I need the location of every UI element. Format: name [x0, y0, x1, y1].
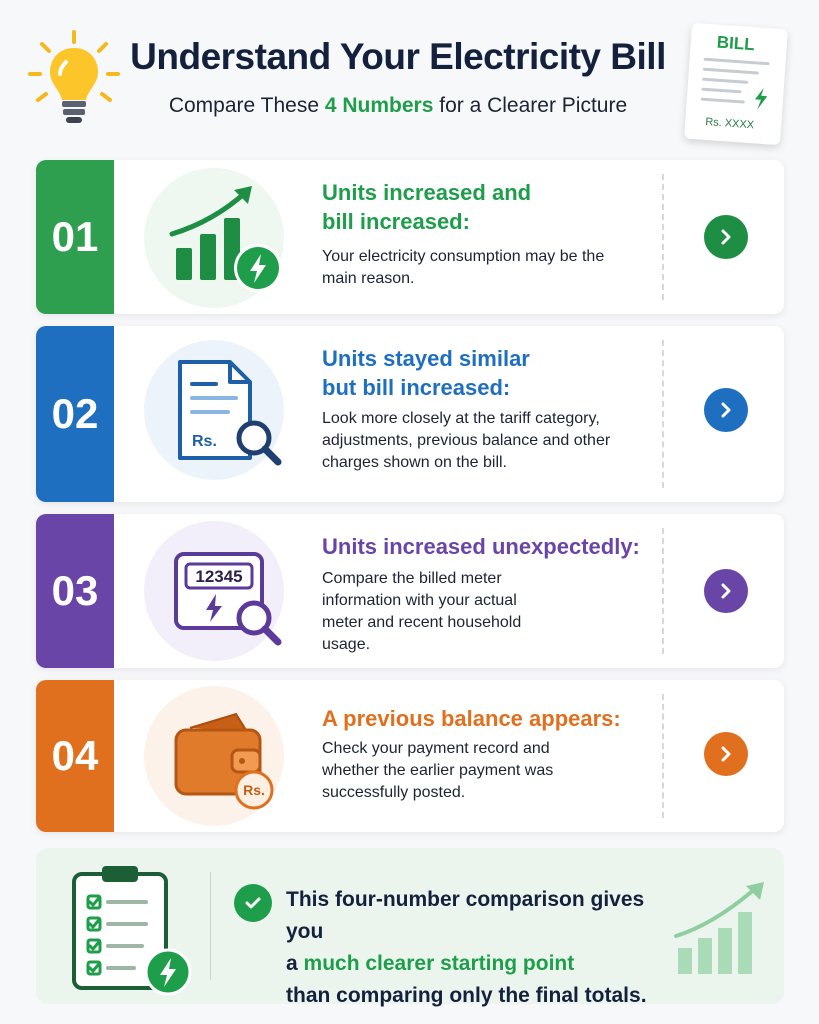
summary-text	[286, 884, 686, 1012]
card-heading	[322, 344, 530, 402]
summary-line	[286, 948, 686, 980]
bill-line	[701, 88, 741, 94]
divider	[662, 528, 664, 654]
meter-reading: 12345	[195, 567, 243, 586]
clipboard-checklist-icon	[66, 860, 196, 998]
card-number: 01	[36, 160, 114, 314]
chevron-right-icon	[717, 228, 735, 246]
rs-coin-label: Rs.	[243, 782, 265, 798]
card-number: 04	[36, 680, 114, 832]
bill-line	[703, 68, 759, 75]
bill-amount: Rs. XXXX	[704, 115, 755, 132]
divider	[662, 340, 664, 488]
card-heading-line: Units stayed similar	[322, 346, 530, 371]
subtitle-text-start: Compare These	[168, 94, 325, 117]
card-body: Look more closely at the tariff category, adjustments, previous balance and other charges shown on the bill.	[322, 410, 611, 471]
summary-text-start: a	[286, 952, 304, 975]
card-heading	[322, 178, 531, 236]
check-circle-icon	[234, 884, 272, 922]
card-body: Compare the billed meter information with your actual meter and recent household usage.	[322, 570, 522, 653]
next-button[interactable]	[704, 569, 748, 613]
card-number: 03	[36, 514, 114, 668]
card-heading	[322, 704, 621, 733]
card-heading-line: bill increased:	[322, 209, 470, 234]
summary-line: This four-number comparison gives you	[286, 888, 645, 943]
page-title: Understand Your Electricity Bill	[130, 36, 666, 77]
chevron-right-icon	[717, 582, 735, 600]
comparison-card-4	[36, 680, 784, 832]
summary-line: than comparing only the final totals.	[286, 984, 647, 1007]
card-body: Check your payment record and whether the earlier payment was successfully posted.	[322, 740, 554, 801]
comparison-card-3	[36, 514, 784, 668]
card-number: 02	[36, 326, 114, 502]
subtitle-text-end: for a Clearer Picture	[433, 94, 628, 117]
divider	[662, 694, 664, 818]
next-button[interactable]	[704, 388, 748, 432]
summary-highlight: much clearer starting point	[303, 952, 575, 975]
bar-chart-icon	[154, 178, 284, 298]
lightning-icon	[752, 87, 769, 110]
card-heading-line: but bill increased:	[322, 375, 511, 400]
lightbulb-icon	[28, 28, 120, 128]
bill-line	[704, 58, 770, 66]
card-body: Your electricity consumption may be the main reason.	[322, 248, 605, 287]
bill-document-icon	[684, 23, 788, 145]
card-heading	[322, 532, 640, 561]
bill-label: BILL	[716, 32, 756, 55]
footer-divider	[210, 872, 211, 980]
meter-search-icon	[154, 532, 284, 652]
page-subtitle	[118, 94, 678, 118]
growth-chart-icon	[672, 878, 772, 978]
subtitle-highlight: 4 Numbers	[324, 94, 434, 117]
chevron-right-icon	[717, 401, 735, 419]
header	[0, 0, 819, 150]
wallet-icon	[154, 698, 284, 818]
comparison-card-1	[36, 160, 784, 314]
comparison-card-2	[36, 326, 784, 502]
card-heading-line: A previous balance appears:	[322, 706, 621, 731]
bill-line	[702, 78, 748, 84]
bill-line	[701, 98, 745, 104]
card-heading-line: Units increased and	[322, 180, 532, 205]
chevron-right-icon	[717, 745, 735, 763]
checkmark-icon	[243, 893, 263, 913]
rs-label: Rs.	[192, 433, 217, 450]
document-search-icon	[154, 350, 284, 470]
next-button[interactable]	[704, 732, 748, 776]
next-button[interactable]	[704, 215, 748, 259]
summary-footer	[36, 848, 784, 1007]
divider	[662, 174, 664, 300]
card-heading-line: Units increased unexpectedly:	[322, 534, 640, 559]
